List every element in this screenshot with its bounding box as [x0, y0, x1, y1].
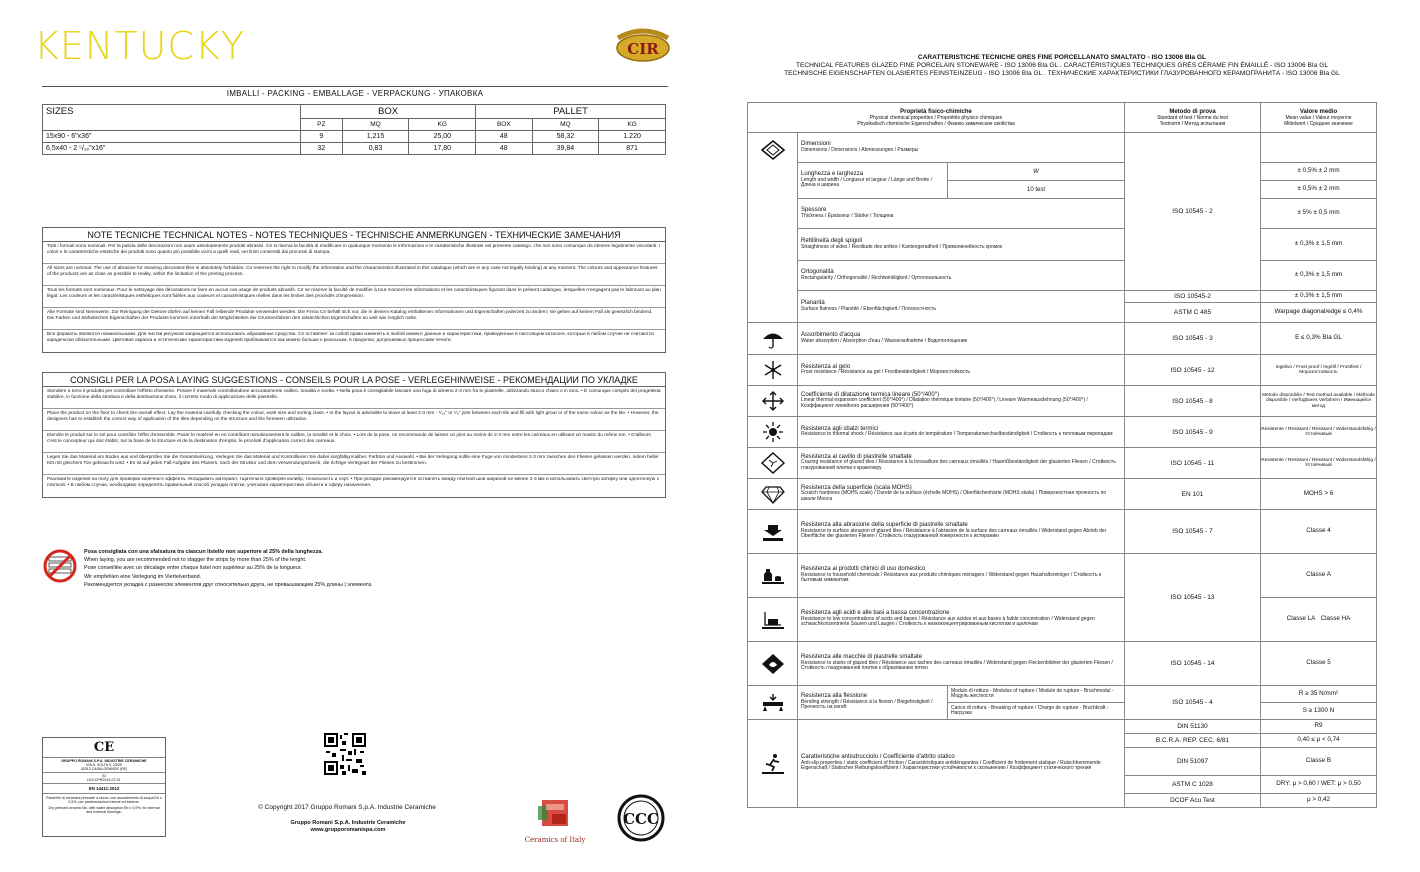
icon-cell: [748, 686, 798, 720]
icon-cell: [748, 642, 798, 686]
icon-cell: [748, 554, 798, 598]
prop-name: Spessore: [801, 207, 827, 214]
dimensions-icon: [760, 139, 786, 161]
planarity-cell: [798, 291, 1125, 323]
value-cell: 17,80: [409, 143, 476, 155]
laying-warning-text: [84, 548, 373, 589]
prop-langs: Resistance to thermal shock / Résistance aux écarts de température / Temperaturwechselbeständigkeit / Стойкость к тепловым перепадам: [801, 431, 1113, 437]
value-cell: 1,215: [342, 131, 409, 143]
value-cell: ± 0,5% ± 2 mm: [1261, 163, 1377, 181]
prop-langs: Length and width / Longueur et largeur / Länge und Breite / Длина и ширина: [801, 176, 932, 189]
method-cell: ISO 10545 - 9: [1125, 417, 1261, 448]
sub-header: PZ: [301, 119, 343, 131]
value-cell: 0,40 ≤ μ < 0,74: [1261, 734, 1377, 748]
value-cell: Classe A: [1261, 554, 1377, 598]
sub-header: KG: [599, 119, 666, 131]
value-cell: μ > 0,42: [1261, 794, 1377, 808]
technical-features-caption: [747, 54, 1377, 78]
cert-code: [43, 773, 165, 784]
laying-paragraph: Разложите изделия на полу для проверки конечного эффекта. Укладывать материал, тщательно проверяя калибр, тональность и сорт. • При укладке рекомендуется оставлять между плиткой шов шириной не менее 2-3 мм и использовать светлую затирку или однотонную с плиткой. • В любом случае, необходимо определять правильный способ укладки плитки, учитывая характеристики объекта и сферу назначения.: [47, 477, 660, 488]
household-chemicals-icon: [760, 565, 786, 587]
group-info: [258, 820, 438, 834]
warning-line: Posa consigliata con una sfalsatura tra ciascun listello non superiore al 25% della lunghezza.: [84, 549, 323, 555]
icon-cell: [748, 448, 798, 479]
sub-header: MQ: [532, 119, 599, 131]
cert-company: [43, 758, 165, 773]
table-row: [43, 131, 666, 143]
value-cell: 39,84: [532, 143, 599, 155]
icon-cell: [748, 510, 798, 554]
prop-cell: [798, 355, 1125, 386]
prop-name: Assorbimento d'acqua: [801, 332, 861, 339]
caption-line: TECHNISCHE EIGENSCHAFTEN GLASIERTES FEINSTEINZEUG - ISO 13006 BIa GL . ТЕХНИЧЕСКИЕ ХАРАКТЕРИСТИКИ ГЛАЗУРОВАННОГО КЕРАМОГРАНИТА - ISO 13006 BIa GL: [784, 70, 1340, 77]
table-row: [43, 143, 666, 155]
thermal-shock-icon: [760, 421, 786, 443]
prop-name: Lunghezza e larghezza: [801, 171, 864, 178]
slip-icon: [760, 753, 786, 775]
table-row: [748, 642, 1377, 686]
prop-name: Dimensioni: [801, 141, 831, 148]
value-cell: ± 0,3% ± 1,5 mm: [1261, 291, 1377, 303]
value-cell: [1261, 133, 1377, 163]
properties-header: [748, 103, 1125, 133]
prop-langs: Linear thermal expansion coefficient (50°/400°) / Dilatation thermique linéaire (50°/400°) / Lineare Wärmeausdehnung (50°/400°) / Коэффициент линейного расширения (50°/400°): [801, 397, 1088, 409]
laying-paragraph: Place the product on the floor to check the overall effect. Lay the material carefully checking the colour, work size and sorting class. • In the layout is advisable to leave at least 2-3 mm - ¹/₁₆" or ¹/₈" joint between each tile and fill with light grout or of the same colour as the tile. • However, the designers has to establish the correct way of application of the tiles depending on the structure and the foreseen utilization.: [43, 409, 665, 431]
table-header-row: [748, 103, 1377, 133]
prop-cell: [798, 510, 1125, 554]
note-paragraph: Tous les formats sont nominaux. Pour le nettoyage des décorations ne faire en aucun cas usage de produits abrasifs. Cir se réserve la faculté de modifier à tout moment les informations et les caractéristiques figurant dans le présent catalogue, lesquelles n'engagent pas le fabricant au plan légal. Les couleurs et les caractéristiques esthétiques sont fidèles aux couleurs et caractéristiques réelles dans les limites des procédés d'impression.: [43, 286, 665, 308]
frost-icon: [760, 359, 786, 381]
note-paragraph: Все форматы являются номинальными. Для чистки рисунков запрещается использовать абразивные средства. Cir оставляет за собой право изменять в любой момент данные и характеристики, приведенные в настоящем каталоге, которые в любом случае не считаются юридически обязательными. Цветовая окраска и эстетические характеристики изделий приближаются как можно больше к реальным, в пределах, допускаемых процессами печати.: [47, 332, 654, 343]
abrasion-icon: [760, 521, 786, 543]
prop-cell: [798, 323, 1125, 355]
crazing-icon: [760, 452, 786, 474]
rectangularity-cell: [798, 261, 1125, 291]
prop-langs: Thickness / Épaisseur / Stärke / Толщина: [801, 212, 894, 219]
laying-warning: [42, 548, 642, 598]
laying-suggestions: [42, 372, 666, 498]
table-row: [748, 510, 1377, 554]
technical-table: [747, 102, 1377, 808]
value-cell: Warpage diagonal/edge ≤ 0,4%: [1261, 303, 1377, 323]
ceramics-of-italy-icon: [534, 796, 576, 834]
value-cell: 0,83: [342, 143, 409, 155]
prop-cell: [798, 448, 1125, 479]
laying-paragraph: Stendere a terra il prodotto per controllare l'effetto d'insieme. Posare il materiale controllandone accuratamente calibro, tonalità e scelta. • Nella posa è consigliabile lasciare una fuga di almeno 2-3 mm fra le piastrelle, utilizzando stucco chiaro o in tono. • È comunque compito del progettista stabilire, in funzione della struttura e della destinazione d'uso, il corretto modo di applicazione delle piastrelle.: [43, 387, 665, 409]
warning-line: When laying, you are recommended not to stagger the strips by more than 25% of the lenght.: [84, 557, 307, 564]
prop-cell: [798, 554, 1125, 598]
prop-langs: Dimensions / Dimensions / Abmessungen / Размеры: [801, 146, 919, 153]
note-paragraph: Alle Formate sind Nennwerte. Zur Reinigung der Dekore dürfen auf keinen Fall reibende Produkte verwendet werden. Die Firma Cir behält sich vor, die in diesem Katalog enthaltenen Informationen und Eigenschaften jederzeit zu ändern; sie gelten auf keinen Fall als gesetzlich bindend. Die Farben und ästhetischen Eigenschaften der Produkte kommen innerhalb der Möglichkeiten der Druckverfahren den tatsächlichen Eigenschaften so weit wie möglich nahe.: [43, 308, 665, 330]
value-cell: ± 5% ± 0,5 mm: [1261, 199, 1377, 229]
company-city: 42013 CASALGRANDE (RE): [80, 767, 128, 771]
icon-cell: [748, 386, 798, 417]
value-cell: MOHS > 6: [1261, 479, 1377, 510]
laying-paragraph: Etendre le produit sur le sol pour contrôler l'effet d'ensemble. Poser le matériel en en contrôlant minutieusement le calibre, la tonalité et le choix. • Lors de la pose, on recommande de laisser un joint au moins de 2-3 mm entre les carreaux en utilisant un mastic du même ton. • D'ailleurs c'est le concepteur qui doit établir, sur la base de la structure et de la destination d'emploi, le procédé d'application correct des carreaux.: [43, 431, 665, 453]
method-cell: ISO 10545 - 3: [1125, 323, 1261, 355]
method-cell: ISO 10545 - 4: [1125, 686, 1261, 720]
value-header: [1261, 103, 1377, 133]
ce-certificate: [42, 737, 166, 837]
cert-standard: EN 14411:2012: [43, 784, 165, 794]
prop-langs: Scratch hardness (MOHS scale) / Dureté de la surface (échelle MOHS) / Oberflächenhärte (MOHS skala) / Поверхностная прочность по шкале Мооса: [801, 490, 1107, 502]
sub-header: MQ: [342, 119, 409, 131]
method-cell: DIN 51130: [1125, 720, 1261, 734]
cert-desc-en: Dry pressed ceramic tile, with water absorption Eb ≤ 0,5%, for internal and external floorings.: [48, 806, 160, 814]
prop-name: Resistenza al gelo: [801, 363, 851, 370]
ccc-mark-icon: [617, 794, 665, 842]
pallet-header: PALLET: [476, 105, 666, 119]
cert-description: [43, 794, 165, 816]
prop-name: Ortogonalità: [801, 269, 834, 276]
value-cell: Resistente / Resistant / Résistant / Widerstandsfähig / Устойчивый: [1261, 417, 1377, 448]
dimensions-icon-cell: [748, 133, 798, 323]
value-cell: ± 0,3% ± 1,5 mm: [1261, 261, 1377, 291]
prop-name: Resistenza della superficie (scala MOHS): [801, 484, 912, 491]
value-ha: Classe HA: [1320, 615, 1351, 623]
header-sub: Standard of test / Norme du test: [1157, 114, 1228, 121]
table-row: [748, 291, 1377, 303]
prop-langs: Crazing resistance of glazed tiles / Résistance à la tressaillure des carreaux émaillés / Haarrißbeständigkeit der glasierten Fliesen / Стойкость глазурованной плитки к кракелюру: [801, 459, 1116, 471]
prop-langs: Resistance to surface abrasion of glazed tiles / Résistance à l'abrasion de la surface des carreaux émaillés / Widerstand gegen Abrieb der Oberfläche der glasierten Fliesen / Стойкость глазурованной поверхности к истиранию: [801, 527, 1107, 540]
value-cell: DRY: μ > 0,60 / WET: μ > 0,50: [1261, 776, 1377, 794]
value-cell: E ≤ 0,3% BIa GL: [1261, 323, 1377, 355]
prop-cell: [798, 642, 1125, 686]
size-cell: 6,5x40 - 2 ⁵/₁₆"x16": [43, 143, 301, 155]
prop-name: Resistenza alle macchie di piastrelle smaltate: [801, 654, 923, 661]
packing-table: [42, 104, 666, 155]
sub-header: BOX: [476, 119, 532, 131]
prop-cell: [798, 386, 1125, 417]
prop-langs: Surface flatness / Planéité / Ebenflächigkeit / Плоскостность: [801, 305, 936, 312]
technical-notes: [42, 227, 666, 353]
brand-title: KENTUCKY: [34, 24, 246, 68]
note-paragraph: All sizes are nominal. The use of abrasive for cleaning decorated tiles is absolutely forbidden. Cir reserves the right to modify the information and the characteristics illustrated in this catalogue (which are in any case not legally binding) at any moment. The colours and appearance features of the products are as close as possible to reality, within the limitation of the printing process.: [43, 264, 665, 286]
packing-rule: [42, 86, 668, 87]
method-header: [1125, 103, 1261, 133]
test-count-cell: 10 test: [948, 181, 1125, 199]
method-cell: B.C.R.A. REP. CEC. 6/81: [1125, 734, 1261, 748]
ceramics-of-italy-logo: [522, 796, 588, 844]
laying-title: CONSIGLI PER LA POSA LAYING SUGGESTIONS - CONSEILS POUR LA POSE - VERLEGEHINWEISE - РЕКОМЕНДАЦИИ ПО УКЛАДКЕ: [43, 373, 665, 387]
cert-desc-it: Piastrelle di ceramica pressate a secco, con assorbimento di acqua Eb ≤ 0,5%, per pavimentazioni interne ed esterne.: [46, 796, 162, 804]
table-row: [748, 229, 1377, 261]
header-sub: Mittelwert / Среднее значение: [1284, 120, 1353, 127]
table-row: [748, 323, 1377, 355]
icon-cell: [748, 417, 798, 448]
copyright: © Copyright 2017 Gruppo Romani S.p.A. Industrie Ceramiche: [258, 804, 436, 811]
packing-caption: IMBALLI - PACKING - EMBALLAGE - VERPACKUNG - УПАКОВКА: [226, 89, 484, 98]
value-cell: Classe B: [1261, 748, 1377, 776]
header-title: Proprietà fisico-chimiche: [900, 108, 972, 115]
value-cell: 1.220: [599, 131, 666, 143]
prop-name: Resistenza ai prodotti chimici di uso domestico: [801, 566, 926, 573]
cert-dop: DOI-CPR2013-07-01: [87, 778, 121, 782]
table-row: [748, 355, 1377, 386]
value-cell: 9: [301, 131, 343, 143]
header-sub: Physikalisch chemische Eigenschaften / Физико химические свойства: [857, 120, 1015, 127]
prop-name: Resistenza al cavillo di piastrelle smaltate: [801, 453, 912, 460]
table-row: [748, 386, 1377, 417]
value-cell: 48: [476, 131, 532, 143]
umbrella-icon: [760, 328, 786, 350]
group-name: Gruppo Romani S.p.A. Industrie Ceramiche: [290, 820, 406, 826]
prop-langs: Resistance to household chemicals / Résistance aux produits chimiques ménagers / Widerstand gegen Haushaltsreiniger / Стойкость к бытовым химикатам: [801, 571, 1102, 584]
prop-name: Planarità: [801, 300, 825, 307]
value-la: Classe LA: [1286, 615, 1316, 623]
table-row: [748, 479, 1377, 510]
method-cell: DIN 51097: [1125, 748, 1261, 776]
size-cell: 15x90 - 6"x36": [43, 131, 301, 143]
value-cell: R ≥ 35 N/mm²: [1261, 686, 1377, 703]
icon-cell: [748, 598, 798, 642]
straightness-cell: [798, 229, 1125, 261]
value-cell: 25,00: [409, 131, 476, 143]
prop-name: Resistenza agli sbalzi termici: [801, 425, 879, 432]
value-cell: 58,32: [532, 131, 599, 143]
prop-langs: Anti-slip properties / static coefficient of friction / Caractéristiques antidérapantes / Coefficient de frottement statique / Rutschhemmende Eigenschaft / Statischer Reibungskoeffizient / Характеристики устойчивости к скольжению / Коэффициент статического трения: [801, 759, 1101, 772]
sub-header: KG: [409, 119, 476, 131]
header-sub: Mean value / Valeur moyenne: [1285, 114, 1352, 121]
method-cell: ISO 10545 - 8: [1125, 386, 1261, 417]
value-cell: [1261, 598, 1377, 642]
box-header: BOX: [301, 105, 476, 119]
warning-line: Рекомендуется укладка с разнесом элементов друг относительно друга, не превышающим 25% длины | элемента.: [84, 581, 373, 588]
prop-cell: [798, 417, 1125, 448]
company-name: GRUPPO ROMANI S.P.A. INDUSTRIE CERAMICHE: [61, 759, 147, 763]
prop-name: Rettilineità degli spigoli: [801, 238, 863, 245]
prop-langs: Resistance to stains of glazed tiles / Résistance aux taches des carreaux émaillés / Widerstand gegen Fleckenbildner der glasierten Fliesen / Стойкость глазурованной плитки к образованию пятен: [801, 659, 1113, 672]
bending-icon: [760, 692, 786, 714]
cir-logo-icon: [612, 26, 674, 64]
header-sub: Physical chemical properties / Propriétés physico chimiques: [869, 114, 1003, 121]
method-cell: ASTM C 485: [1125, 303, 1261, 323]
method-cell: ISO 10545 - 14: [1125, 642, 1261, 686]
company-address: VIA A. VOLTA 9, 23/25: [86, 763, 122, 767]
method-cell: ASTM C 1028: [1125, 776, 1261, 794]
method-cell: DCOF Acu Test: [1125, 794, 1261, 808]
prop-langs: Frost resistance / Résistance au gel / Frostbeständigkeit / Морозостойкость: [801, 369, 970, 375]
prop-langs: Rectangularity / Orthogonalité / Rechtwinkligkeit / Ортогональность: [801, 274, 952, 281]
value-cell: 48: [476, 143, 532, 155]
diamond-icon: [760, 483, 786, 505]
table-row: [748, 720, 1377, 734]
value-cell: ± 0,3% ± 1,5 mm: [1261, 229, 1377, 261]
prop-name: Coefficiente di dilatazione termica lineare (50°/400°): [801, 391, 940, 398]
prop-name: Resistenza alla abrasione della superficie di piastrelle smaltate: [801, 522, 968, 529]
value-cell: R9: [1261, 720, 1377, 734]
note-paragraph: Tutti i formati sono nominali. Per la pulizia delle decorazioni non usare assolutamente prodotti abrasivi. Cir si riserva la facoltà di modificare in qualunque momento le informazioni e le caratteristiche illustrate nel presente catalogo, che non sono comunque da ritenere legalmente vincolanti. I colori e le caratteristiche estetiche dei prodotti sono quanto più possibile vicini a quelli reali, nei limiti consentiti dai processi di stampa.: [43, 242, 665, 264]
prop-cell: [798, 598, 1125, 642]
prop-cell: [798, 686, 948, 720]
prop-name: Caratteristiche antisdrucciolo / Coefficiente d'attrito statico: [801, 754, 955, 761]
ccc-text: CCC: [623, 810, 659, 828]
table-row: [748, 199, 1377, 229]
icon-cell: [748, 323, 798, 355]
cert-year: 01: [102, 774, 106, 778]
acids-bases-icon: [760, 609, 786, 631]
header-title: Metodo di prova: [1169, 108, 1216, 115]
no-stagger-icon: [42, 548, 78, 584]
length-width-cell: [798, 163, 948, 199]
ceramics-of-italy-text: Ceramics of Italy: [524, 836, 586, 844]
modulus-cell: Modulo di rottura - Modulus of rupture / Module de rupture - Bruchmodul - Модуль жесткости: [948, 686, 1125, 703]
w-cell: W: [948, 163, 1125, 181]
expansion-icon: [760, 390, 786, 412]
prop-cell: [798, 720, 1125, 808]
sizes-header: SIZES: [43, 105, 301, 131]
group-url[interactable]: www.grupporomanispa.com: [310, 827, 386, 833]
breaking-cell: Carico di rottura - Breaking of rupture / Charge de rupture - Bruchkraft - Нагрузка: [948, 703, 1125, 720]
prop-langs: Bending strength / Résistance à la flexion / Biegefestigkeit / Прочность на изгиб: [801, 698, 933, 711]
table-row: [748, 554, 1377, 598]
prop-langs: Water absorption / Absorption d'eau / Wasseraufnahme / Водопоглощение: [801, 337, 968, 344]
qr-code-icon[interactable]: [324, 733, 366, 775]
warning-line: Wir empfehlen eine Verlegung im Viertelverband.: [84, 573, 202, 580]
icon-cell: [748, 479, 798, 510]
laying-paragraph: Legen Sie das Material am Boden aus und überprüfen Sie die Gesamtwirkung. Verlegen Sie das Material und Kontrollieren Sie dabei sorgfältig Kaliber, Farbton und Auswahl. • Bei der Verlegung sollte eine Fuge von mindestens 2-3 mm zwischen den Fliesen gelassen werden, indem heller Kitt mit gleichem Ton gebraucht wird. • Es ist auf jeden Fall Aufgabe des Planers, nach der Struktur und dem Verwendungszweck, die richtige Verlegeart der Fliesen zu bestimmen.: [43, 453, 665, 475]
table-row: [748, 261, 1377, 291]
warning-line: Pose conseillée avec un décalage entre chaque listel non supérieur au 25% de la longueur.: [84, 565, 302, 572]
icon-cell: [748, 355, 798, 386]
value-cell: 32: [301, 143, 343, 155]
table-row: [748, 417, 1377, 448]
value-cell: Classe 4: [1261, 510, 1377, 554]
method-cell: EN 101: [1125, 479, 1261, 510]
value-cell: 871: [599, 143, 666, 155]
method-cell: ISO 10545 - 11: [1125, 448, 1261, 479]
prop-cell: [798, 479, 1125, 510]
svg-text:CIR: CIR: [627, 40, 659, 58]
stains-icon: [760, 653, 786, 675]
value-cell: Resistente / Resistant / Résistant / Widerstandsfähig / Устойчивый: [1261, 448, 1377, 479]
table-row: [748, 686, 1377, 703]
dimensions-cell: [798, 133, 1125, 163]
value-cell: S ≥ 1300 N: [1261, 703, 1377, 720]
method-cell: ISO 10545 - 12: [1125, 355, 1261, 386]
prop-name: Resistenza alla flessione: [801, 693, 868, 700]
ce-mark: CE: [43, 738, 165, 758]
left-page: [30, 20, 680, 850]
table-row: [748, 133, 1377, 163]
method-cell: ISO 10545 - 13: [1125, 554, 1261, 642]
prop-langs: Resistance to low concentrations of acids and bases / Résistance aux acides et aux bases à faible concentration / Widerstand gegen schwachkonzentrierte Säuren und Laugen / Стойкость к низкоконцентрированным кислотам и щелочам: [801, 615, 1095, 628]
method-cell: ISO 10545 - 2: [1125, 133, 1261, 291]
table-row: [748, 598, 1377, 642]
icon-cell: [748, 720, 798, 808]
method-cell: ISO 10545 - 7: [1125, 510, 1261, 554]
value-cell: Classe 5: [1261, 642, 1377, 686]
table-row: [748, 448, 1377, 479]
value-cell: Metodo disponibile / Test method available / Méthode disponible / Verfügbares Verfahren / Имеющийся метод: [1261, 386, 1377, 417]
table-row: [748, 163, 1377, 181]
notes-title: NOTE TECNICHE TECHNICAL NOTES - NOTES TECHNIQUES - TECHNISCHE ANMERKUNGEN - ТЕХНИЧЕСКИЕ ЗАМЕЧАНИЯ: [43, 228, 665, 242]
value-cell: ± 0,5% ± 2 mm: [1261, 181, 1377, 199]
caption-line: TECHNICAL FEATURES GLAZED FINE PORCELAIN STONEWARE - ISO 13006 BIa GL . CARACTÉRISTIQUES TECHNIQUES GRÈS CÉRAME FIN ÉMAILLÉ - ISO 13006 BIa GL: [795, 62, 1329, 69]
header-title: Valore medio: [1299, 108, 1338, 115]
prop-name: Resistenza agli acidi e alle basi a bassa concentrazione: [801, 610, 950, 617]
thickness-cell: [798, 199, 1125, 229]
header-sub: Testnorm / Метод испытания: [1159, 120, 1226, 127]
value-cell: Ingelivo / Frost proof / Ingélif / Frostfest / Морозостойкость: [1261, 355, 1377, 386]
method-cell: ISO 10545-2: [1125, 291, 1261, 303]
caption-line: CARATTERISTICHE TECNICHE GRES FINE PORCELLANATO SMALTATO - ISO 13006 BIa GL: [917, 54, 1207, 61]
prop-langs: Straightness of sides / Rectitude des arêtes / Kantengeradheit / Прямолинейность кромок: [801, 243, 1003, 250]
right-page: [747, 20, 1377, 850]
